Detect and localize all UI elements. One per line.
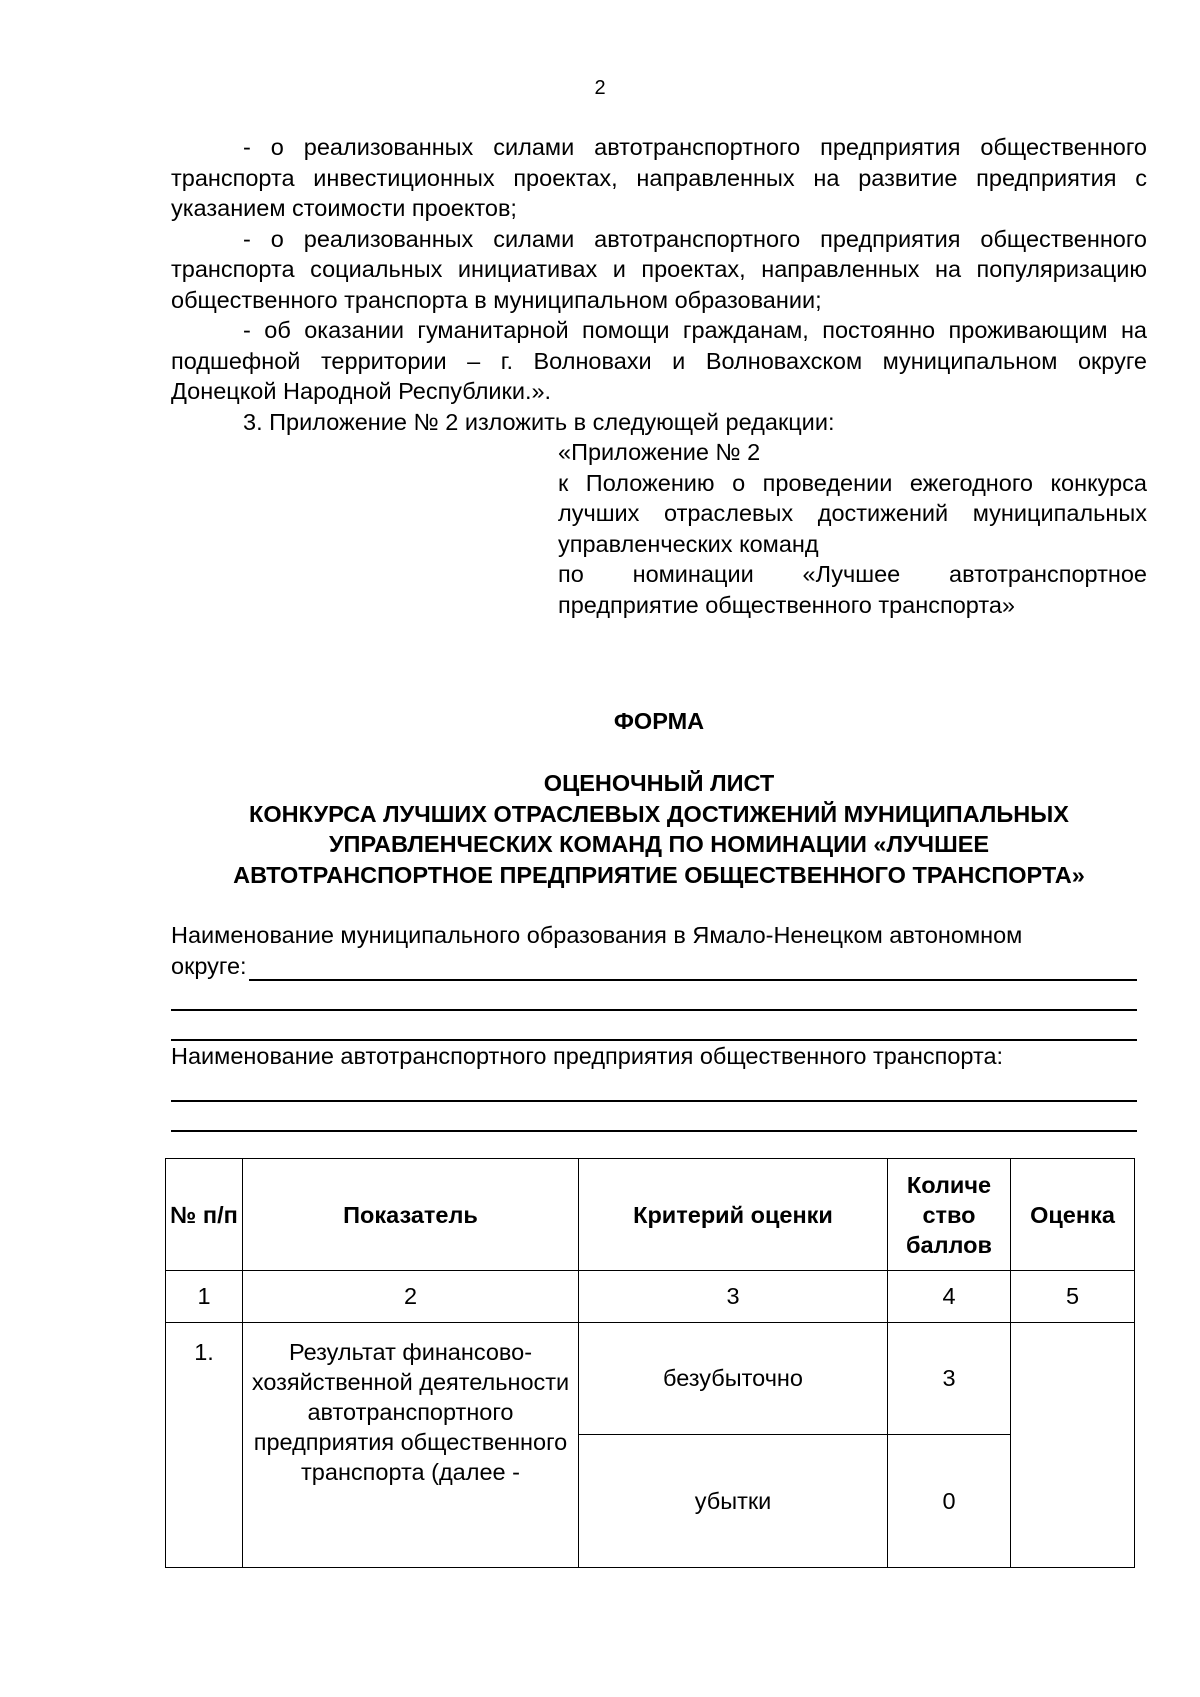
enterprise-label: Наименование автотранспортного предприятия общественного транспорта:: [171, 1043, 1004, 1069]
paragraph: 3. Приложение № 2 изложить в следующей редакции:: [243, 408, 835, 435]
body-text: [171, 132, 1147, 620]
sheet-title-line: КОНКУРСА ЛУЧШИХ ОТРАСЛЕВЫХ ДОСТИЖЕНИЙ МУНИЦИПАЛЬНЫХ: [249, 800, 1069, 827]
municipality-label-cont: округе:: [171, 952, 247, 979]
paragraph: - о реализованных силами автотранспортного предприятия общественного транспорта инвестиционных проектах, направленных на развитие предприятия с указанием стоимости проектов;: [171, 134, 1147, 221]
form-label: ФОРМА: [613, 708, 705, 734]
municipality-blank-line-3[interactable]: [171, 1011, 1137, 1041]
annex-reference: к Положению о проведении ежегодного конкурса лучших отраслевых достижений муниципальных управленческих команд: [558, 469, 1147, 557]
column-number: 1: [166, 1271, 243, 1323]
annex-header: [558, 437, 1147, 620]
column-number: 4: [888, 1271, 1011, 1323]
municipality-field[interactable]: [171, 951, 1137, 982]
column-number: 2: [243, 1271, 579, 1323]
annex-title: «Приложение № 2: [558, 439, 761, 465]
enterprise-blank-line-2[interactable]: [171, 1102, 1137, 1132]
score-cell[interactable]: [1011, 1323, 1135, 1568]
points-cell: 3: [888, 1323, 1011, 1435]
municipality-blank-line[interactable]: [249, 953, 1137, 981]
evaluation-table: [165, 1158, 1135, 1568]
form-fields: [171, 920, 1137, 1132]
row-number: 1.: [166, 1323, 243, 1568]
municipality-label: Наименование муниципального образования в Ямало-Ненецком автономном: [171, 922, 1023, 948]
criterion-cell: убытки: [579, 1435, 888, 1568]
paragraph: - об оказании гуманитарной помощи гражданам, постоянно проживающим на подшефной территории – г. Волновахи и Волновахском муниципальном округе Донецкой Народной Республики.».: [171, 317, 1147, 404]
header-indicator: Показатель: [243, 1159, 579, 1271]
sheet-title-line: УПРАВЛЕНЧЕСКИХ КОМАНД ПО НОМИНАЦИИ «ЛУЧШЕЕ: [328, 831, 990, 857]
column-number: 3: [579, 1271, 888, 1323]
points-cell: 0: [888, 1435, 1011, 1568]
table-row: [166, 1323, 1135, 1435]
criterion-cell: безубыточно: [579, 1323, 888, 1435]
enterprise-blank-line-1[interactable]: [171, 1072, 1137, 1102]
page-number: 2: [594, 77, 606, 99]
municipality-blank-line-2[interactable]: [171, 981, 1137, 1011]
paragraph: - о реализованных силами автотранспортного предприятия общественного транспорта социальных инициативах и проектах, направленных на популяризацию общественного транспорта в муниципальном образовании;: [171, 225, 1147, 313]
sheet-title-line: АВТОТРАНСПОРТНОЕ ПРЕДПРИЯТИЕ ОБЩЕСТВЕННОГО ТРАНСПОРТА»: [233, 861, 1085, 888]
header-criterion: Критерий оценки: [579, 1159, 888, 1271]
sheet-title-line: ОЦЕНОЧНЫЙ ЛИСТ: [543, 770, 775, 796]
sheet-title: [171, 768, 1147, 890]
indicator-cell: Результат финансово-хозяйственной деятельности автотранспортного предприятия общественного транспорта (далее -: [243, 1323, 579, 1568]
annex-nomination: по номинации «Лучшее автотранспортное предприятие общественного транспорта»: [558, 561, 1147, 618]
table-header-row: [166, 1159, 1135, 1271]
header-points: Количе ство баллов: [888, 1159, 1011, 1271]
column-number: 5: [1011, 1271, 1135, 1323]
column-number-row: [166, 1271, 1135, 1323]
header-score: Оценка: [1011, 1159, 1135, 1271]
header-number: № п/п: [166, 1159, 243, 1271]
